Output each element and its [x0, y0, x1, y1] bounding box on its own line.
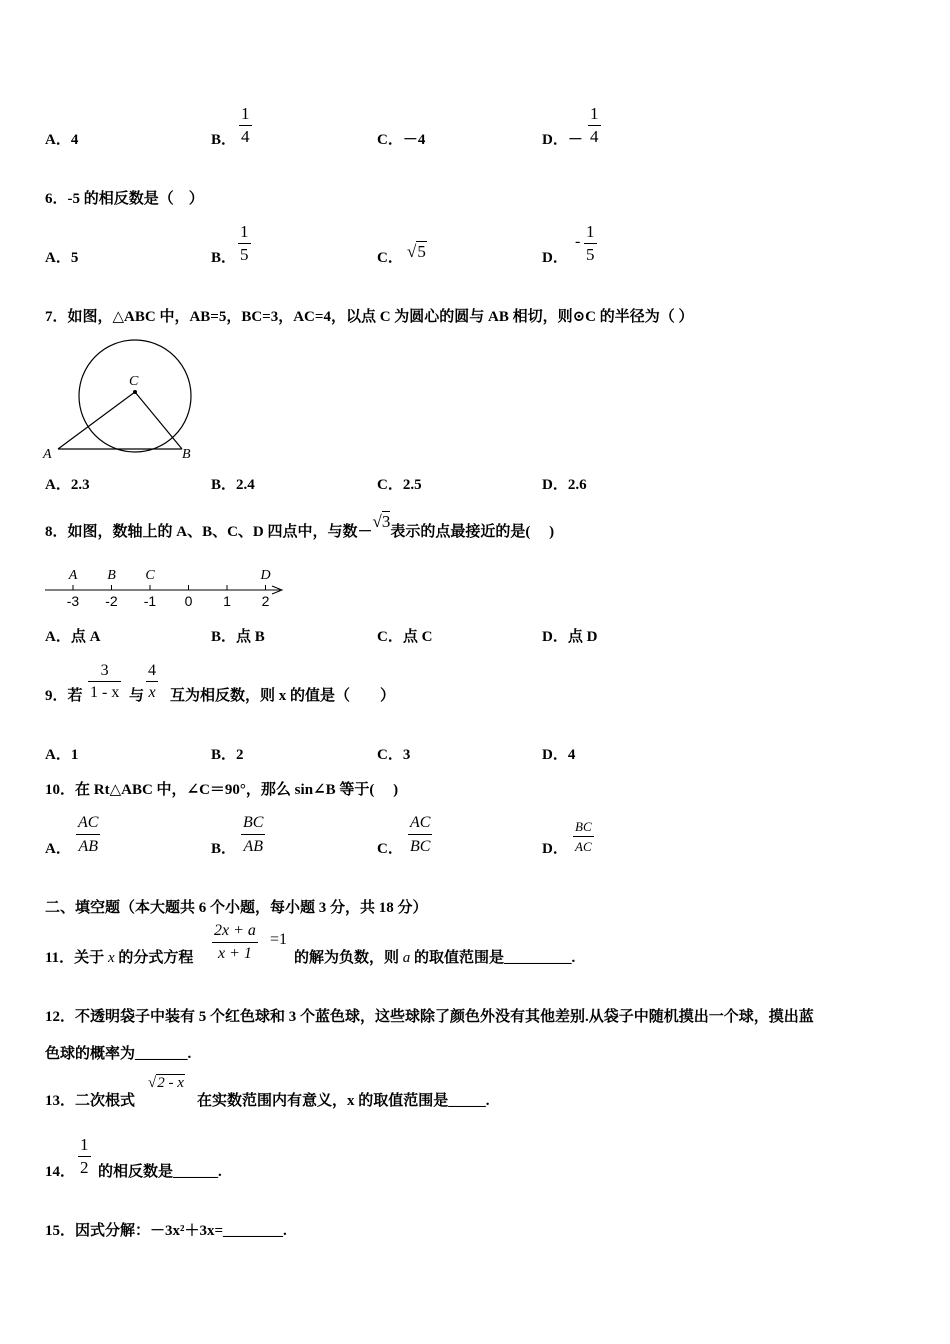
q6-option-b-fraction	[238, 221, 251, 266]
q10-option-d-fraction	[573, 817, 594, 856]
axis-tick-label: 0	[184, 593, 193, 609]
q5-option-d-fraction	[588, 103, 601, 148]
q10-option-a-fraction	[76, 811, 100, 858]
center-point	[133, 390, 137, 394]
fraction-denominator: 4	[241, 127, 250, 146]
section-title: 二、填空题（本大题共 6 个小题，每小题 3 分，共 18 分）	[45, 900, 428, 916]
axis-tick-label: -2	[105, 593, 118, 609]
fraction-denominator: AB	[241, 834, 265, 858]
label-a: A	[43, 447, 52, 462]
fraction-denominator: 1 - x	[88, 681, 121, 703]
q11-var-x: x	[107, 950, 115, 966]
q13-pre: 13．二次根式	[45, 1093, 136, 1109]
fraction-denominator: 2	[80, 1158, 89, 1177]
axis-ticks	[67, 585, 270, 609]
axis-tick-label: -1	[143, 593, 157, 609]
q10-option-b-fraction	[241, 811, 265, 858]
label-c: C	[129, 374, 139, 389]
q9-option-a: A．1	[45, 747, 79, 763]
q9-option-d: D．4	[542, 747, 576, 763]
q7-figure	[40, 334, 210, 464]
point-label-d: D	[260, 568, 271, 583]
fraction-denominator: BC	[408, 834, 432, 858]
q14-post: 的相反数是______.	[98, 1164, 222, 1180]
q9-option-c: C．3	[377, 747, 411, 763]
q9-fraction-2	[146, 660, 158, 703]
q8-option-d: D．点 D	[542, 629, 598, 645]
q8-option-c: C．点 C	[377, 629, 433, 645]
q10-option-a: A．	[45, 841, 71, 857]
q9-stem-mid: 与	[129, 688, 145, 704]
q11-post-1: 的解为负数，则	[294, 950, 400, 966]
q12-line-1: 12．不透明袋子中装有 5 个红色球和 3 个蓝色球，这些球除了颜色外没有其他差别.从袋子中随机摸出一个球，摸出蓝	[45, 1009, 814, 1025]
q12-line-2: 色球的概率为_______.	[45, 1046, 192, 1062]
fraction-numerator: BC	[243, 814, 264, 831]
q8-option-b: B．点 B	[211, 629, 265, 645]
q8-stem-pre: 8．如图，数轴上的 A、B、C、D 四点中，与数－	[45, 524, 373, 540]
point-label-b: B	[107, 568, 116, 583]
q14-pre: 14．	[45, 1164, 76, 1180]
q11-pre: 11．关于	[45, 950, 105, 966]
q10-option-b: B．	[211, 841, 237, 857]
q6-option-b: B．	[211, 250, 237, 266]
q11-equals: =1	[270, 931, 288, 948]
q10-stem: 10．在 Rt△ABC 中，∠C＝90°，那么 sin∠B 等于( )	[45, 782, 399, 798]
q5-option-a: A．4	[45, 132, 79, 148]
q5-option-d: D．－	[542, 132, 583, 148]
q9-stem-pre: 9．若	[45, 688, 83, 704]
tangent-circle	[79, 340, 191, 452]
axis-tick-label: 1	[223, 593, 231, 609]
q8-stem	[45, 512, 555, 541]
axis-points	[68, 568, 271, 583]
q7-option-b: B．2.4	[211, 477, 255, 493]
q10-option-c-fraction	[408, 811, 432, 858]
radicand: 5	[417, 242, 426, 261]
q5-option-b: B．	[211, 132, 237, 148]
fraction-denominator: x + 1	[212, 942, 258, 965]
radicand: 2 - x	[157, 1075, 184, 1091]
q7-option-a: A．2.3	[45, 477, 90, 493]
fraction-denominator: x	[146, 681, 158, 703]
point-label-c: C	[145, 568, 155, 583]
q8-stem-post: 表示的点最接近的是( )	[390, 524, 555, 540]
q7-stem: 7．如图，△ABC 中，AB=5，BC=3，AC=4，以点 C 为圆心的圆与 AB 相切，则⊙C 的半径为（ ）	[45, 309, 694, 325]
fraction-numerator: AC	[410, 814, 431, 831]
q8-option-a: A．点 A	[45, 629, 101, 645]
q5-option-b-fraction	[239, 103, 252, 148]
q11-var-a: a	[402, 950, 411, 966]
q8-number-line	[40, 562, 290, 612]
fraction-numerator: 1	[80, 1135, 89, 1154]
q11-fraction	[212, 920, 258, 965]
q14-fraction	[78, 1134, 91, 1179]
point-label-a: A	[68, 568, 78, 583]
fraction-numerator: 2x + a	[214, 922, 256, 939]
q11-post	[294, 946, 575, 967]
side-ac	[58, 392, 135, 449]
q6-stem: 6．-5 的相反数是（ ）	[45, 191, 204, 207]
q10-option-c: C．	[377, 841, 403, 857]
q6-option-d: D．	[542, 250, 568, 266]
q11-text	[45, 946, 193, 967]
fraction-denominator: AB	[76, 834, 100, 858]
q8-sqrt: √3	[372, 512, 391, 531]
axis-tick-label: -3	[66, 593, 80, 609]
fraction-numerator: 1	[241, 104, 250, 123]
fraction-numerator: BC	[575, 819, 592, 834]
q7-option-c: C．2.5	[377, 477, 422, 493]
q7-option-d: D．2.6	[542, 477, 587, 493]
fraction-denominator: 5	[240, 245, 249, 264]
fraction-numerator: 3	[100, 662, 109, 679]
q5-option-c: C．－4	[377, 132, 426, 148]
fraction-denominator: 4	[590, 127, 599, 146]
q10-option-d: D．	[542, 841, 568, 857]
q6-option-d-sign: -	[575, 233, 581, 250]
axis-tick-label: 2	[261, 593, 270, 609]
q6-option-c: C．	[377, 250, 403, 266]
q15-text: 15．因式分解：－3x²＋3x=________.	[45, 1223, 287, 1239]
side-bc	[135, 392, 182, 449]
q9-stem-post: 互为相反数，则 x 的值是（ ）	[170, 688, 396, 704]
q6-option-a: A．5	[45, 250, 79, 266]
q6-option-d-fraction	[584, 221, 597, 266]
fraction-denominator: 5	[586, 245, 595, 264]
fraction-numerator: AC	[78, 814, 99, 831]
fraction-numerator: 4	[148, 662, 156, 679]
q13-sqrt: √2 - x	[148, 1075, 184, 1091]
q6-option-c-sqrt: √5	[407, 242, 426, 261]
fraction-numerator: 1	[240, 222, 249, 241]
q9-option-b: B．2	[211, 747, 244, 763]
q11-post-2: 的取值范围是_________.	[414, 950, 576, 966]
fraction-denominator: AC	[573, 836, 594, 856]
fraction-numerator: 1	[586, 222, 595, 241]
q11-mid: 的分式方程	[118, 950, 194, 966]
q9-fraction-1	[88, 660, 121, 703]
fraction-numerator: 1	[590, 104, 599, 123]
label-b: B	[182, 447, 191, 462]
q13-post: 在实数范围内有意义，x 的取值范围是_____.	[197, 1093, 490, 1109]
radicand: 3	[381, 512, 391, 531]
